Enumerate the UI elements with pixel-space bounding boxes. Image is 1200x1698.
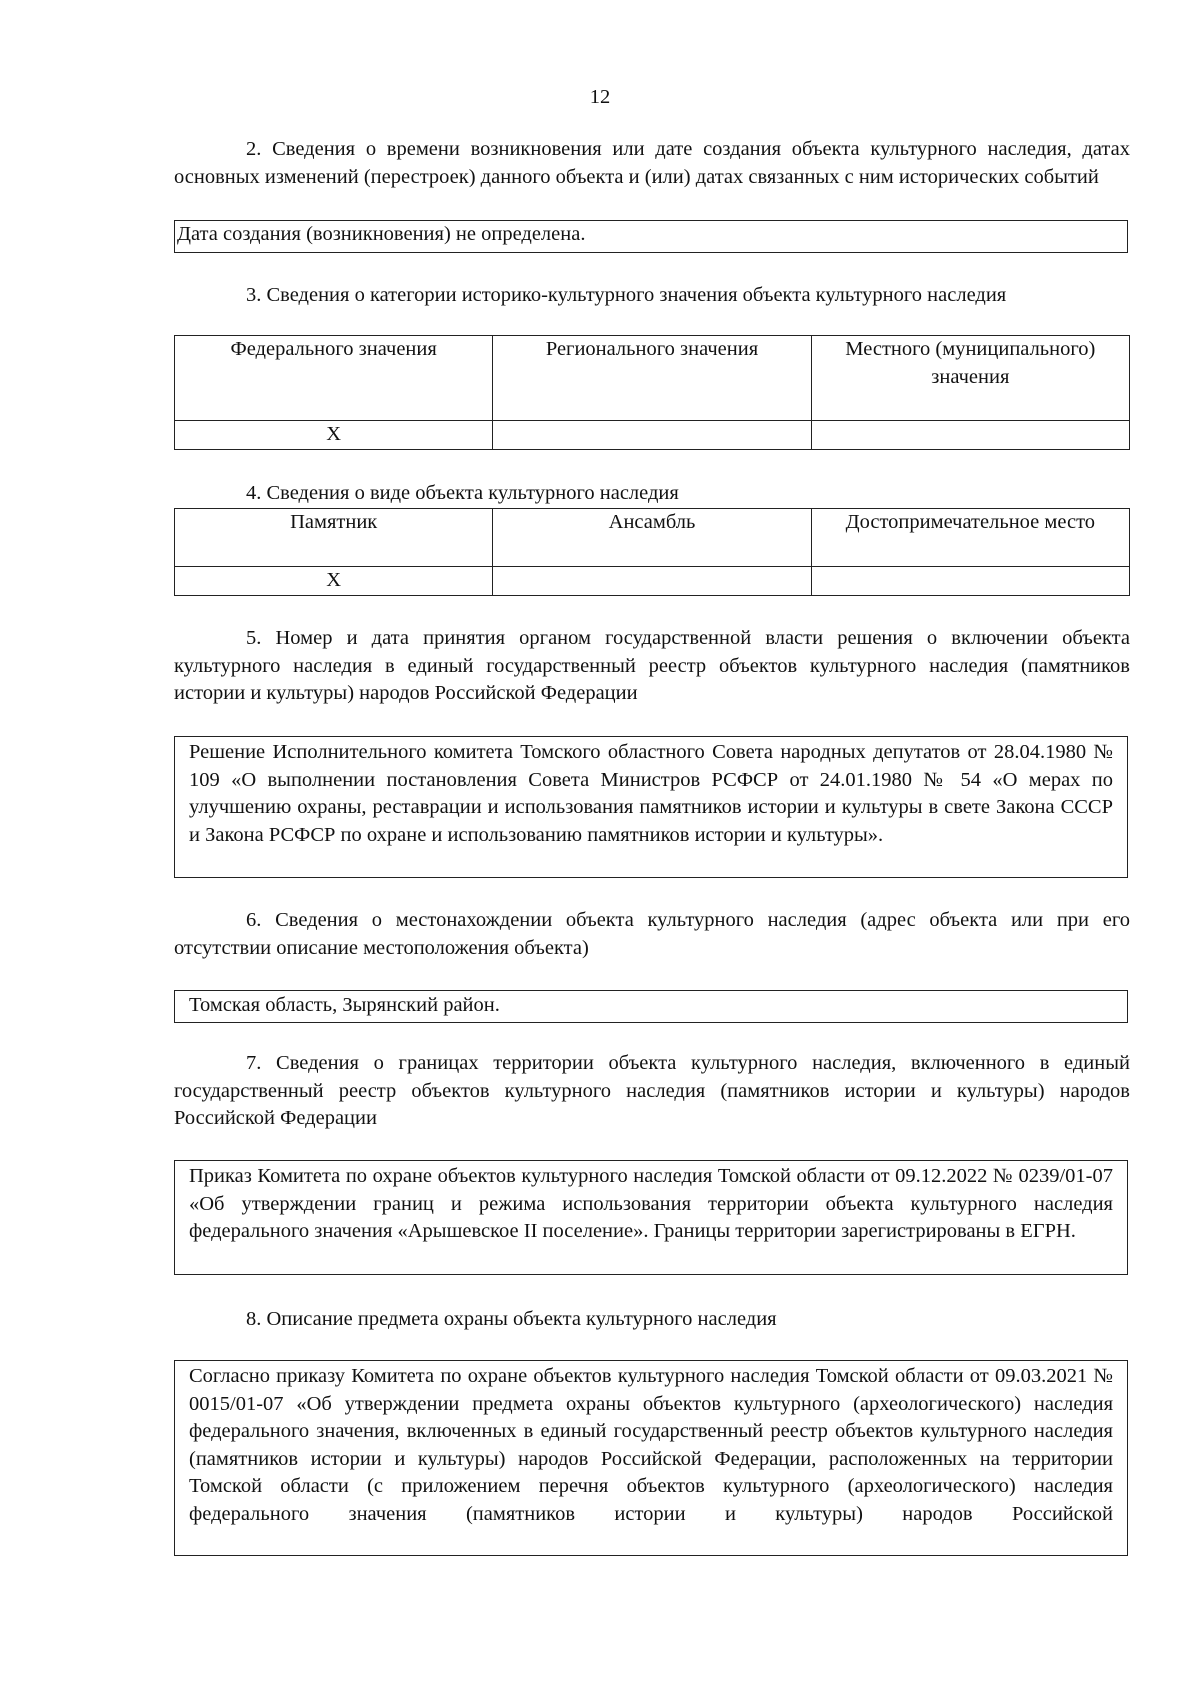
category-local-header: Местного (муниципального) значения bbox=[811, 336, 1129, 421]
section-2-value-box bbox=[174, 220, 1128, 253]
category-federal-header: Федерального значения bbox=[175, 336, 493, 421]
type-ensemble-header: Ансамбль bbox=[493, 509, 811, 567]
section-2-heading: 2. Сведения о времени возникновения или дате создания объекта культурного наследия, датах основных изменений (перестроек) данного объекта и (или) датах связанных с ним исторических событий bbox=[174, 138, 1130, 188]
section-3-heading: 3. Сведения о категории историко-культурного значения объекта культурного наследия bbox=[246, 284, 1007, 306]
section-7-value-box bbox=[174, 1160, 1128, 1275]
type-landmark-mark bbox=[811, 567, 1129, 596]
category-regional-header: Регионального значения bbox=[493, 336, 811, 421]
section-2-value: Дата создания (возникновения) не определена. bbox=[177, 223, 586, 245]
section-6-value-box bbox=[174, 990, 1128, 1023]
category-table bbox=[174, 335, 1130, 450]
section-8-value-box bbox=[174, 1360, 1128, 1556]
type-monument-mark: X bbox=[175, 567, 493, 596]
section-7-heading: 7. Сведения о границах территории объекта культурного наследия, включенного в единый государственный реестр объектов культурного наследия (памятников истории и культуры) народов Российской Федерации bbox=[174, 1052, 1130, 1129]
section-8-heading: 8. Описание предмета охраны объекта культурного наследия bbox=[246, 1308, 777, 1330]
type-landmark-header: Достопримечательное место bbox=[811, 509, 1129, 567]
section-5-value-box bbox=[174, 736, 1128, 878]
type-ensemble-mark bbox=[493, 567, 811, 596]
section-8-value: Согласно приказу Комитета по охране объектов культурного наследия Томской области от 09.03.2021 № 0015/01-07 «Об утверждении предмета охраны объектов культурного (археологического) наследия федерального значения, включенных в единый государственный реестр объектов культурного наследия (памятников истории и культуры) народов Российской Федерации, расположенных на территории Томской области (с приложением перечня объектов культурного (археологического) наследия федерального значения (памятников истории и культуры) народов Российской bbox=[189, 1365, 1113, 1525]
category-local-mark bbox=[811, 421, 1129, 450]
category-federal-mark: X bbox=[175, 421, 493, 450]
category-regional-mark bbox=[493, 421, 811, 450]
section-5-heading: 5. Номер и дата принятия органом государственной власти решения о включении объекта культурного наследия в единый государственный реестр объектов культурного наследия (памятников истории и культуры) народов Российской Федерации bbox=[174, 627, 1130, 704]
section-6-heading: 6. Сведения о местонахождении объекта культурного наследия (адрес объекта или при его отсутствии описание местоположения объекта) bbox=[174, 909, 1130, 959]
type-monument-header: Памятник bbox=[175, 509, 493, 567]
page-number: 12 bbox=[589, 86, 611, 108]
section-7-value: Приказ Комитета по охране объектов культурного наследия Томской области от 09.12.2022 № 0239/01-07 «Об утверждении границ и режима использования территории объекта культурного наследия федерального значения «Арышевское II поселение». Границы территории зарегистрированы в ЕГРН. bbox=[189, 1165, 1113, 1242]
section-6-value: Томская область, Зырянский район. bbox=[189, 994, 500, 1016]
section-4-heading: 4. Сведения о виде объекта культурного наследия bbox=[246, 482, 679, 504]
section-5-value: Решение Исполнительного комитета Томского областного Совета народных депутатов от 28.04.1980 № 109 «О выполнении постановления Совета Министров РСФСР от 24.01.1980 № 54 «О мерах по улучшению охраны, реставрации и использования памятников истории и культуры в свете Закона СССР и Закона РСФСР по охране и использованию памятников истории и культуры». bbox=[189, 741, 1113, 846]
type-table bbox=[174, 508, 1130, 596]
